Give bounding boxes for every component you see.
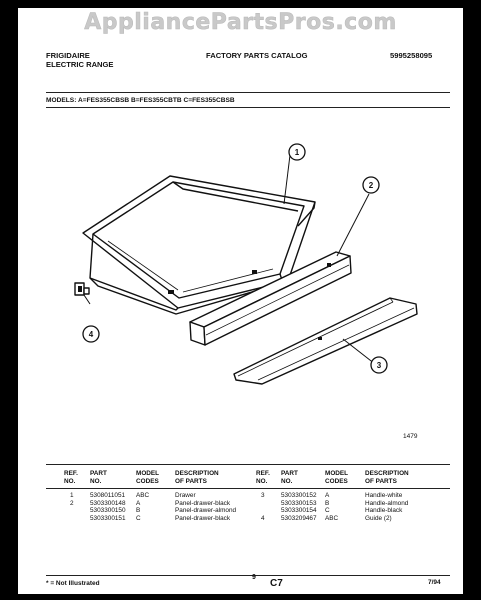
callout-label-3: 3 [376,361,382,370]
table-rule-header [46,488,450,489]
footer-rule [46,575,450,576]
header-part-right: PART NO. [281,470,298,485]
callout-label-1: 1 [294,148,300,157]
section-code: C7 [270,578,283,589]
product-name: ELECTRIC RANGE [46,60,114,69]
header-ref-left: REF. NO. [64,470,78,485]
exploded-parts-diagram [18,8,463,448]
header-ref-right: REF. NO. [256,470,270,485]
header-model-right: MODEL CODES [325,470,349,485]
header-desc-left: DESCRIPTION OF PARTS [175,470,219,485]
right-ref-column: 3 4 [261,492,265,522]
header-part-left: PART NO. [90,470,107,485]
right-part-column: 5303300152 5303300153 5303300154 5303209467 [281,492,317,522]
drawer-guide-part [75,283,89,295]
left-desc-column: Drawer Panel-drawer-black Panel-drawer-almond Panel-drawer-black [175,492,237,522]
page-number: 9 [252,574,256,581]
models-line: MODELS: A=FES355CBSB B=FES355CBTB C=FES355CBSB [46,97,235,104]
revision-date: 7/94 [428,579,441,586]
left-ref-column: 1 2 [70,492,74,507]
brand-name: FRIGIDAIRE [46,51,90,60]
parts-catalog-page [18,8,463,594]
header-desc-right: DESCRIPTION OF PARTS [365,470,409,485]
callout-label-4: 4 [88,330,94,339]
catalog-title: FACTORY PARTS CATALOG [206,51,308,60]
right-desc-column: Handle-white Handle-almond Handle-black Guide (2) [365,492,409,522]
not-illustrated-note: * = Not Illustrated [46,580,100,587]
header-model-left: MODEL CODES [136,470,160,485]
document-number: 5995258095 [390,51,433,60]
callout-label-2: 2 [368,181,374,190]
right-model-column: A B C ABC [325,492,339,522]
left-model-column: ABC A B C [136,492,150,522]
left-part-column: 5308011051 5303300148 5303300150 5303300151 [90,492,126,522]
table-rule-top [46,464,450,465]
watermark-text: AppliancePartsPros.com [84,10,397,35]
figure-number: 1479 [403,433,418,440]
